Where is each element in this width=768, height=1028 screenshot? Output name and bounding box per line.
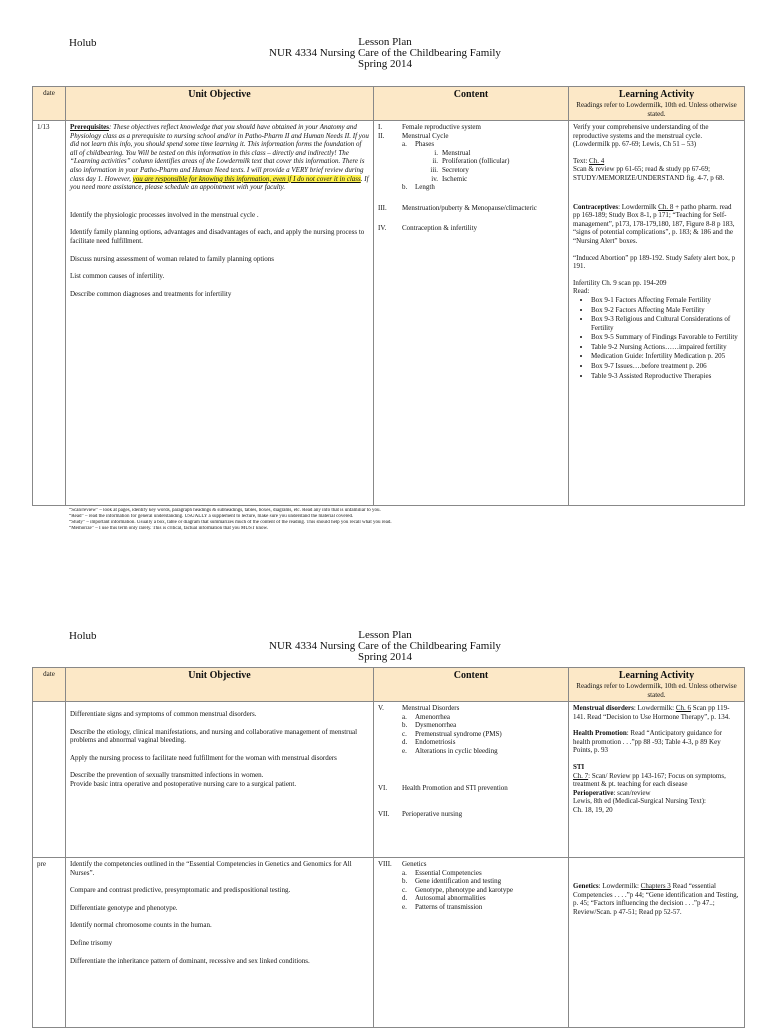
activity-column-header: Learning Activity Readings refer to Lowdermilk, 10th ed. Unless otherwise stated.: [569, 668, 745, 702]
objective-item: Differentiate signs and symptoms of common menstrual disorders.: [70, 710, 257, 718]
objective-item: Identify normal chromosome counts in the human.: [70, 921, 212, 930]
author-name: Holub: [69, 630, 97, 642]
activity-item: Infertility Ch. 9 scan pp. 194-209: [573, 278, 667, 287]
contraceptives-item: Contraceptives: Lowdermilk Ch. 8 + patho pharm. read pp 169-189; Study Box 8-1, p 171; “Teaching for Self-management”, p173, 178-179,180, 187, Figure 8-8 p 183, “signs of potential complications”, p. 183; & 186 and the “Nursing Alert” boxes.: [573, 202, 735, 245]
objective-item: Differentiate genotype and phenotype.: [70, 903, 178, 912]
objective-item: Compare and contrast predictive, presymptomatic and predispositional testing.: [70, 886, 291, 895]
course-title: NUR 4334 Nursing Care of the Childbearing Family: [269, 640, 501, 652]
table-header-row: [33, 87, 745, 121]
objective-column-header: Unit Objective: [66, 668, 374, 702]
term: Spring 2014: [357, 58, 413, 70]
objective-item: Identify the physiologic processes involved in the menstrual cycle .: [70, 210, 259, 219]
list-item: • Medication Guide: Infertility Medication p. 205: [591, 352, 740, 361]
table-row: [33, 702, 745, 858]
course-title: NUR 4334 Nursing Care of the Childbearing Family: [269, 47, 501, 59]
footnote: “Read” – read the information for general understanding. USUALLY a supplement to lecture, make sure you understand the material covered.: [69, 514, 354, 519]
list-item: • Table 9-2 Nursing Actions……impaired fertility: [591, 343, 740, 352]
date-column-header: date: [33, 87, 66, 121]
learning-activity-cell: [569, 858, 745, 1028]
content-column-header: Content: [374, 87, 569, 121]
date-column-header: date: [33, 668, 66, 702]
document-header: [250, 37, 520, 70]
activity-item: Scan & review pp 61-65; read & study pp 67-69; STUDY/MEMORIZE/UNDERSTAND fig. 4-7, p 68.: [573, 165, 725, 182]
table-row: [33, 858, 745, 1028]
document-header: [250, 630, 520, 663]
author-name: Holub: [69, 37, 97, 49]
activity-item: Verify your comprehensive understanding of the reproductive systems and the menstrual cycle. (Lowdermilk pp. 67-69; Lewis, Ch 51 – 53): [573, 123, 709, 149]
list-item: • Box 9-3 Religious and Cultural Considerations of Fertility: [591, 315, 740, 332]
content-column-header: Content: [374, 668, 569, 702]
perioperative-item: Perioperative: scan/review Lewis, 8th ed (Medical-Surgical Nursing Text): Ch. 18, 19, 20: [573, 788, 706, 814]
activity-item: Read:: [573, 287, 590, 296]
content-cell: VIII. Genetics a. Essential Competencies b. Gene identification and testing c. Genotype, phenotype and karotype d. Autosomal abnormalities e. Patterns of transmission: [374, 858, 569, 1028]
doc-type: Lesson Plan: [358, 36, 412, 48]
objective-item: Apply the nursing process to facilitate need fulfillment for the woman with menstrual disorders: [70, 753, 337, 762]
row-date: 1/13: [33, 121, 66, 506]
table-row: [33, 121, 745, 506]
row-date: pre: [33, 858, 66, 1028]
lesson-plan-table: [32, 86, 745, 506]
objective-item: Describe the etiology, clinical manifestations, and nursing and collaborative management of menstrual problems and abnormal vaginal bleeding.: [70, 727, 358, 745]
footnotes: [69, 508, 729, 532]
unit-objective-cell: [66, 702, 374, 858]
objective-item: Differentiate the inheritance pattern of dominant, recessive and sex linked conditions.: [70, 956, 310, 965]
content-cell: I. Female reproductive system II. Menstrual Cycle a. Phases i. Menstrual ii. Proliferation (follicular) iii. Secretory iv. Ischemic b. Length III. Menstruation/puberty & Menopause/climacteric IV. Contraception & infertility: [374, 121, 569, 506]
objective-item: Identify the competencies outlined in the “Essential Competencies in Genetics and Genomics for All Nurses”.: [70, 860, 352, 877]
list-item: • Box 9-2 Factors Affecting Male Fertility: [591, 306, 740, 315]
prerequisites-paragraph: Prerequisites: These objectives reflect knowledge that you should have obtained in your Anatomy and Physiology class as a prerequisite to nursing school and/or in Patho-Pharm II and Human Needs II. If you did not learn this info, you should spend some time learning it. This information forms the foundation of all of childbearing. You Will be tested on this information in this class – directly and indirectly! The “Learning activities” column identifies areas of the Lowdermilk text that cover this information. There is also information in your Patho-Pharm and Human Need texts. I will provide a VERY brief review during class day 1. However, you are responsible for knowing this information, even if I do not cover it in class. If you need more assistance, please schedule an appointment with your faculty.: [70, 123, 369, 192]
row-date: [33, 702, 66, 858]
highlighted-warning: you are responsible for knowing this information, even if I do not cover it in class: [132, 174, 361, 183]
list-item: • Box 9-7 Issues….before treatment p. 206: [591, 362, 740, 371]
unit-objective-cell: [66, 858, 374, 1028]
activity-item: Text: Ch. 4: [573, 156, 605, 165]
learning-activity-cell: [569, 121, 745, 506]
objective-item: Identify family planning options, advantages and disadvantages of each, and apply the nursing process to facilitate need fulfillment.: [70, 228, 365, 245]
lesson-plan-page-2: [0, 600, 768, 1024]
doc-type: Lesson Plan: [358, 629, 412, 641]
objective-item: Describe common diagnoses and treatments for infertility: [70, 289, 232, 298]
term: Spring 2014: [357, 651, 413, 663]
table-header-row: [33, 668, 745, 702]
footnote: “Memorize” – I use this term only rarely. This is critical, factual information that you MUST know.: [69, 526, 268, 531]
objective-item: Describe the prevention of sexually transmitted infections in women.: [70, 771, 264, 780]
footnote: “Study” – important information. Usually a box, table or diagram that summarizes much of the content of the reading. This should help you recall what you read.: [69, 520, 392, 525]
objective-item: Discuss nursing assessment of woman related to family planning options: [70, 254, 274, 263]
objective-item: List common causes of infertility.: [70, 272, 165, 281]
learning-activity-cell: [569, 702, 745, 858]
objective-column-header: Unit Objective: [66, 87, 374, 121]
objective-item: Define trisomy: [70, 938, 113, 947]
list-item: • Box 9-5 Summary of Findings Favorable to Fertility: [591, 333, 740, 342]
lesson-plan-table: [32, 667, 745, 1028]
footnote: “Scan/review” – look at pages, identify key words, paragraph headings & subheadings, tables, boxes, diagrams, etc. Read any info that is unfamiliar to you.: [69, 508, 381, 513]
list-item: • Table 9-3 Assisted Reproductive Therapies: [591, 372, 740, 381]
menstrual-disorders-item: Menstrual disorders: Lowdermilk: Ch. 6 Scan pp 119- 141. Read “Decision to Use Hormone Therapy”, p. 134.: [573, 704, 730, 721]
content-cell: V. Menstrual Disorders a. Amenorrhea b. Dysmenorrhea c. Premenstrual syndrome (PMS) d. Endometriosis e. Alterations in cyclic bleeding VI. Health Promotion and STI prevention VII. Perioperative nursing: [374, 702, 569, 858]
activity-item: “Induced Abortion” pp 189-192. Study Safety alert box, p 191.: [573, 253, 736, 271]
activity-column-header: Learning Activity Readings refer to Lowdermilk, 10th ed. Unless otherwise stated.: [569, 87, 745, 121]
sti-item: STI Ch. 7: Scan/ Review pp 143-167; Focus on symptoms, treatment & pt. teaching for each disease: [573, 762, 726, 789]
objective-item: Provide basic intra operative and postoperative nursing care to a surgical patient.: [70, 779, 297, 788]
list-item: • Box 9-1 Factors Affecting Female Fertility: [591, 296, 740, 305]
infertility-reading-list: [573, 296, 740, 380]
genetics-item: Genetics: Lowdermilk: Chapters 3 Read “essential Competencies . . . .”p 44; “Gene identification and Testing, p. 45; “Factors influencing the decision . . .”p 47..; Review/Scan. p 47-51; Read pp 52-57.: [573, 882, 739, 916]
health-promotion-item: Health Promotion: Read “Anticipatory guidance for health promotion . . .”pp 88 -93; Table 4-3, p 89 Key Points, p. 93: [573, 729, 722, 755]
unit-objective-cell: [66, 121, 374, 506]
